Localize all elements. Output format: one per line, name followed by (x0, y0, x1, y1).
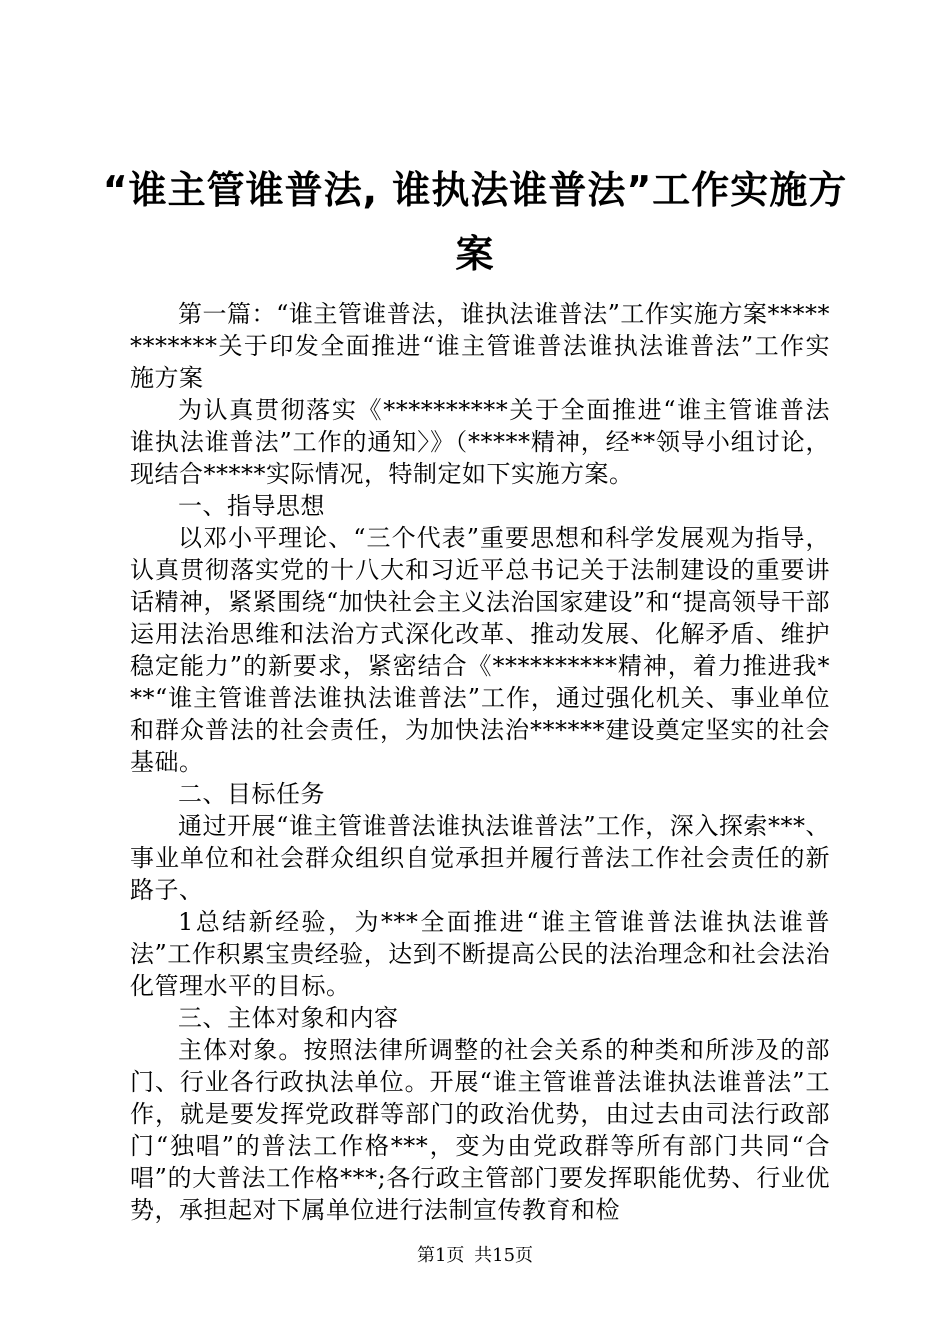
paragraph-purpose: 为认真贯彻落实《**********关于全面推进“谁主管谁普法谁执法谁普法”工作的通知〉》（*****精神，经**领导小组讨论，现结合*****实际情况，特制定如下实施方案。 (130, 396, 830, 488)
paragraph-goals: 通过开展“谁主管谁普法谁执法谁普法”工作，深入探索***、事业单位和社会群众组织自觉承担并履行普法工作社会责任的新路子、 (130, 812, 830, 904)
page-title (0, 158, 950, 286)
paragraph-intro: 第一篇：“谁主管谁普法，谁执法谁普法”工作实施方案************关于印发全面推进“谁主管谁普法谁执法谁普法”工作实施方案 (130, 300, 830, 392)
page-title-line-2: 案 (455, 232, 495, 276)
section-heading-subjects: 三、主体对象和内容 (178, 1004, 399, 1032)
page-title-line-1: “谁主管谁普法, 谁执法谁普法”工作实施方 (102, 168, 848, 212)
section-heading-goals: 二、目标任务 (178, 780, 325, 808)
paragraph-subjects: 主体对象。按照法律所调整的社会关系的种类和所涉及的部门、行业各行政执法单位。开展“谁主管谁普法谁执法谁普法”工作，就是要发挥党政群等部门的政治优势，由过去由司法行政部门“独唱”的普法工作格***，变为由党政群等所有部门共同“合唱”的大普法工作格***;各行政主管部门要发挥职能优势、行业优势，承担起对下属单位进行法制宣传教育和检 (130, 1036, 830, 1224)
document-body (130, 298, 830, 1226)
section-heading-guiding-ideology: 一、指导思想 (178, 492, 325, 520)
paragraph-guiding-ideology: 以邓小平理论、“三个代表”重要思想和科学发展观为指导，认真贯彻落实党的十八大和习近平总书记关于法制建设的重要讲话精神，紧紧围绕“加快社会主义法治国家建设”和“提高领导干部运用法治思维和法治方式深化改革、推动发展、化解矛盾、维护稳定能力”的新要求，紧密结合《**********精神，着力推进我***“谁主管谁普法谁执法谁普法”工作，通过强化机关、事业单位和群众普法的社会责任，为加快法治******建设奠定坚实的社会基础。 (130, 524, 830, 776)
page-footer (0, 1244, 950, 1268)
page-total: 共15页 (474, 1245, 534, 1266)
paragraph-goals-item-1: 1总结新经验，为***全面推进“谁主管谁普法谁执法谁普法”工作积累宝贵经验，达到不断提高公民的法治理念和社会法治化管理水平的目标。 (130, 908, 830, 1000)
page-number: 第1页 (416, 1245, 465, 1266)
